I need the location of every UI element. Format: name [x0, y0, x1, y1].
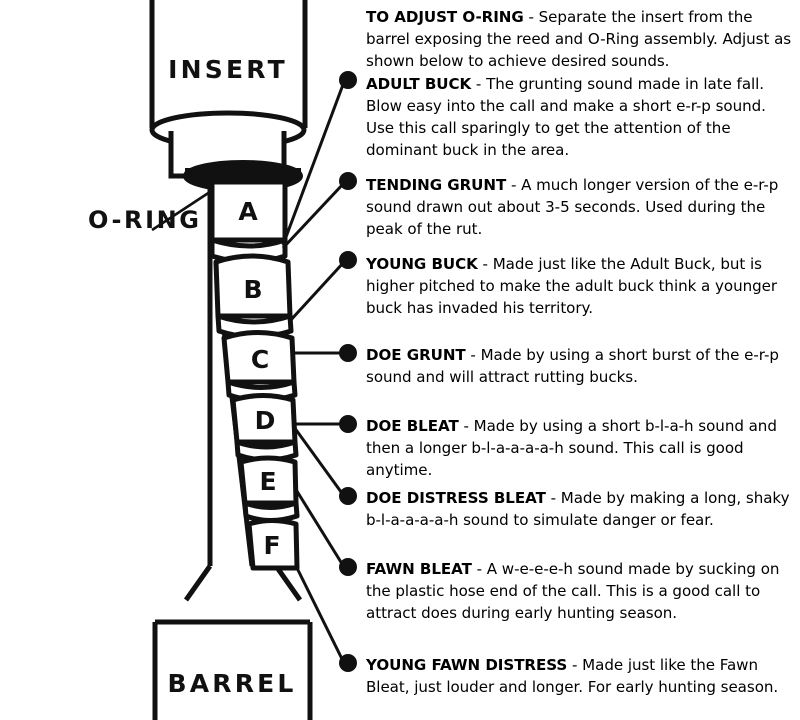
callout-list — [366, 0, 800, 720]
callout-dash: - — [471, 560, 487, 578]
callout-body: Made by using a short b-l-a-h sound and then a longer b-l-a-a-a-a-h sound. This call is good anytime. — [366, 417, 777, 480]
callout-body: Made by making a long, shaky b-l-a-a-a-a-h sound to simulate danger or fear. — [366, 489, 790, 530]
callout-young-buck — [366, 253, 794, 319]
callout-young-fawn-distress — [366, 654, 794, 698]
callout-fawn-bleat — [366, 558, 794, 624]
reed-back-foot — [186, 566, 210, 600]
segment-c-letter: C — [250, 345, 270, 374]
callout-body: Made by using a short burst of the e-r-p sound and will attract rutting bucks. — [366, 346, 779, 387]
segment-e[interactable] — [241, 458, 297, 521]
callout-tending-grunt — [366, 174, 794, 240]
callout-body: A much longer version of the e-r-p sound drawn out about 3-5 seconds. Used during the peak of the rut. — [366, 176, 779, 239]
callout-to-adjust-o-ring — [366, 6, 794, 72]
callout-dash: - — [545, 489, 561, 507]
barrel-label: BARREL — [167, 669, 297, 698]
callout-body: Made just like the Fawn Bleat, just louder and longer. For early hunting season. — [366, 656, 779, 697]
callout-term: YOUNG FAWN DISTRESS — [366, 656, 568, 674]
segment-f[interactable] — [249, 521, 297, 569]
deer-call-diagram — [0, 0, 360, 720]
callout-adult-buck — [366, 73, 794, 161]
callout-term: TENDING GRUNT — [366, 176, 507, 194]
callout-term: YOUNG BUCK — [366, 255, 478, 273]
diagram-svg — [0, 0, 360, 720]
callout-term: DOE BLEAT — [366, 417, 459, 435]
callout-dash: - — [458, 417, 474, 435]
callout-term: TO ADJUST O-RING — [366, 8, 524, 26]
segment-d-letter: D — [254, 406, 276, 435]
o-ring-label: O-RING — [88, 206, 202, 234]
barrel — [155, 622, 310, 720]
callout-dash: - — [523, 8, 539, 26]
segment-d[interactable] — [233, 396, 296, 461]
callout-dash: - — [477, 255, 493, 273]
callout-dash: - — [567, 656, 583, 674]
callout-doe-bleat — [366, 415, 794, 481]
segment-f-letter: F — [263, 531, 281, 560]
callout-body: Made just like the Adult Buck, but is higher pitched to make the adult buck think a younger buck has invaded his territory. — [366, 255, 778, 318]
callout-dash: - — [471, 75, 487, 93]
reed-front-foot — [276, 566, 300, 600]
callout-doe-grunt — [366, 344, 794, 388]
segment-e-rim — [245, 503, 297, 521]
o-ring-band-fill — [185, 168, 301, 180]
callout-term: DOE GRUNT — [366, 346, 466, 364]
insert-label: INSERT — [168, 55, 288, 84]
segment-b[interactable] — [216, 256, 291, 337]
callout-term: DOE DISTRESS BLEAT — [366, 489, 546, 507]
callout-body: The grunting sound made in late fall. Blow easy into the call and make a short e-r-p sound. Use this call sparingly to get the attention of the dominant buck in the area. — [366, 75, 766, 160]
segment-a[interactable] — [212, 182, 285, 262]
callout-term: ADULT BUCK — [366, 75, 472, 93]
callout-dash: - — [465, 346, 481, 364]
callout-dash: - — [506, 176, 522, 194]
callout-body: Separate the insert from the barrel exposing the reed and O-Ring assembly. Adjust as shown below to achieve desired sounds. — [366, 8, 792, 71]
segment-a-letter: A — [238, 197, 258, 226]
segment-e-letter: E — [259, 467, 277, 496]
segment-b-letter: B — [243, 275, 263, 304]
callout-term: FAWN BLEAT — [366, 560, 472, 578]
callout-doe-distress-bleat — [366, 487, 794, 531]
callout-body: A w-e-e-e-h sound made by sucking on the plastic hose end of the call. This is a good call to attract does during early hunting season. — [366, 560, 780, 623]
segment-c[interactable] — [224, 333, 295, 401]
